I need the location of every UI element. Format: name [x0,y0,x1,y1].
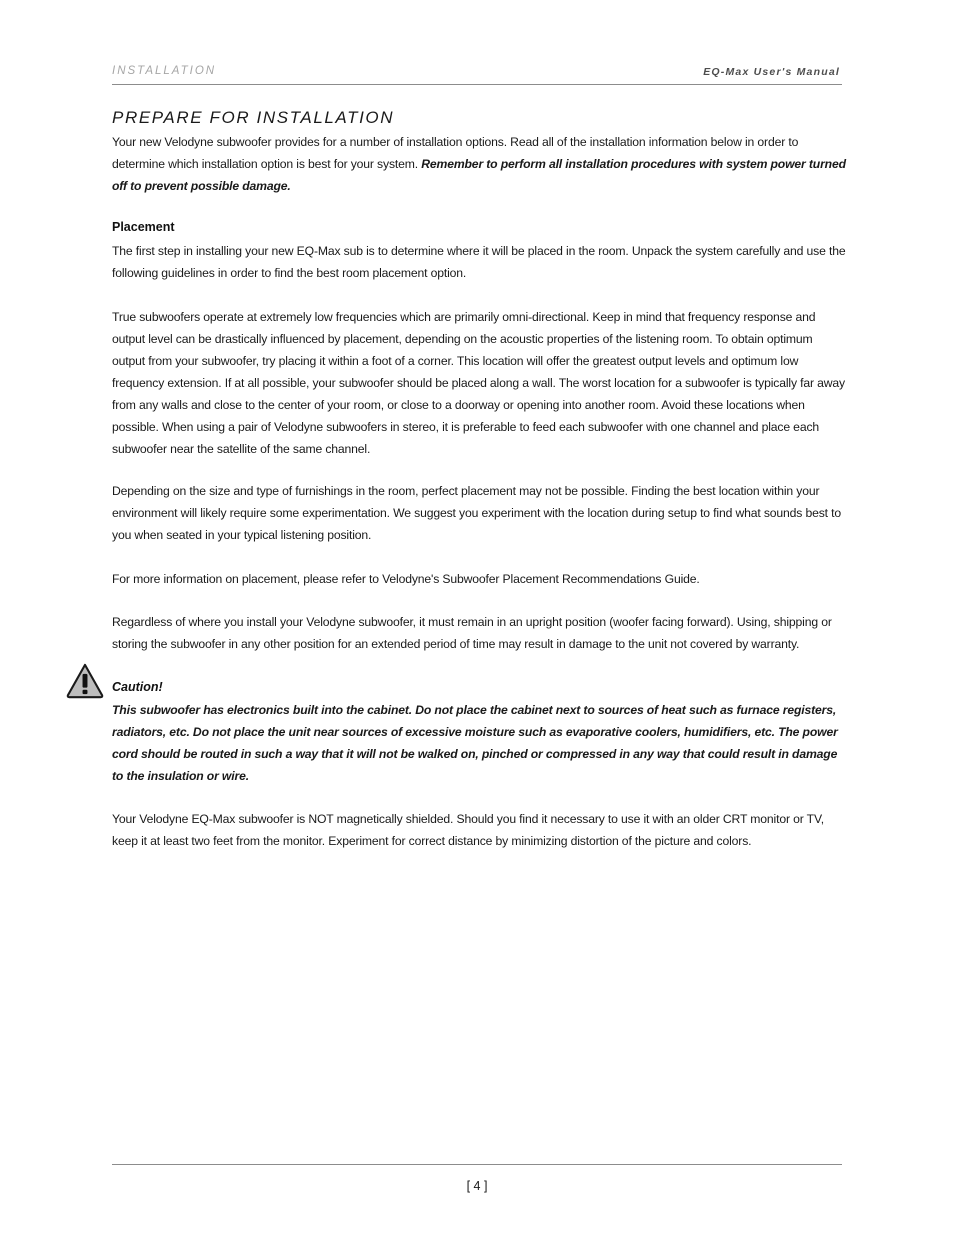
header-manual-title: EQ-Max User's Manual [703,66,840,78]
running-header [112,64,842,85]
intro-text: Your new Velodyne subwoofer provides for a number of installation options. Read all of the installation information below in order to determine which installation option is best for your system. [112,135,799,171]
intro-emphasis: Remember to perform all installation procedures with system power turned off to prevent possible damage. [112,157,846,193]
placement-heading: Placement [112,220,175,234]
footer-rule [112,1164,842,1165]
placement-paragraph-4: For more information on placement, please refer to Velodyne's Subwoofer Placement Recommendations Guide. [112,572,700,586]
caution-text: This subwoofer has electronics built into the cabinet. Do not place the cabinet next to sources of heat such as furnace registers, radiators, etc. Do not place the unit near sources of excessive moisture such as evaporative coolers, humidifiers, etc. The power cord should be routed in such a way that it will not be walked on, pinched or compressed in any way that could result in damage to the insulation or wire. [112,703,838,783]
page-number: [ 4 ] [466,1179,488,1193]
shielding-paragraph: Your Velodyne EQ-Max subwoofer is NOT magnetically shielded. Should you find it necessary to use it with an older CRT monitor or TV, keep it at least two feet from the monitor. Experiment for correct distance by minimizing distortion of the picture and colors. [112,812,825,848]
placement-paragraph-5: Regardless of where you install your Velodyne subwoofer, it must remain in an upright position (woofer facing forward). Using, shipping or storing the subwoofer in any other position for an extended period of time may result in damage to the unit not covered by warranty. [112,615,832,651]
warning-triangle-icon [66,662,104,700]
placement-paragraph-3: Depending on the size and type of furnishings in the room, perfect placement may not be possible. Finding the best location within your environment will likely require some experimentation. We suggest you experiment with the location during setup to find what sounds best to you when seated in your typical listening position. [112,484,842,542]
header-section-label: INSTALLATION [112,65,217,77]
manual-page [112,0,846,1235]
intro-paragraph [112,131,847,197]
caution-title: Caution! [112,680,163,694]
page-title: PREPARE FOR INSTALLATION [112,108,395,127]
placement-paragraph-1: The first step in installing your new EQ-Max sub is to determine where it will be placed in the room. Unpack the system carefully and use the following guidelines in order to find the best room placement option. [112,244,846,280]
placement-paragraph-2: True subwoofers operate at extremely low frequencies which are primarily omni-directional. Keep in mind that frequency response and output level can be drastically influenced by placement, depending on the acoustic properties of the listening room. To obtain optimum output from your subwoofer, try placing it within a foot of a corner. This location will offer the greatest output levels and optimum low frequency extension. If at all possible, your subwoofer should be placed along a wall. The worst location for a subwoofer is typically far away from any walls and close to the center of your room, or close to a doorway or opening into another room. Avoid these locations when possible. When using a pair of Velodyne subwoofers in stereo, it is preferable to feed each subwoofer with one channel and place each subwoofer near the satellite of the same channel. [112,310,846,456]
